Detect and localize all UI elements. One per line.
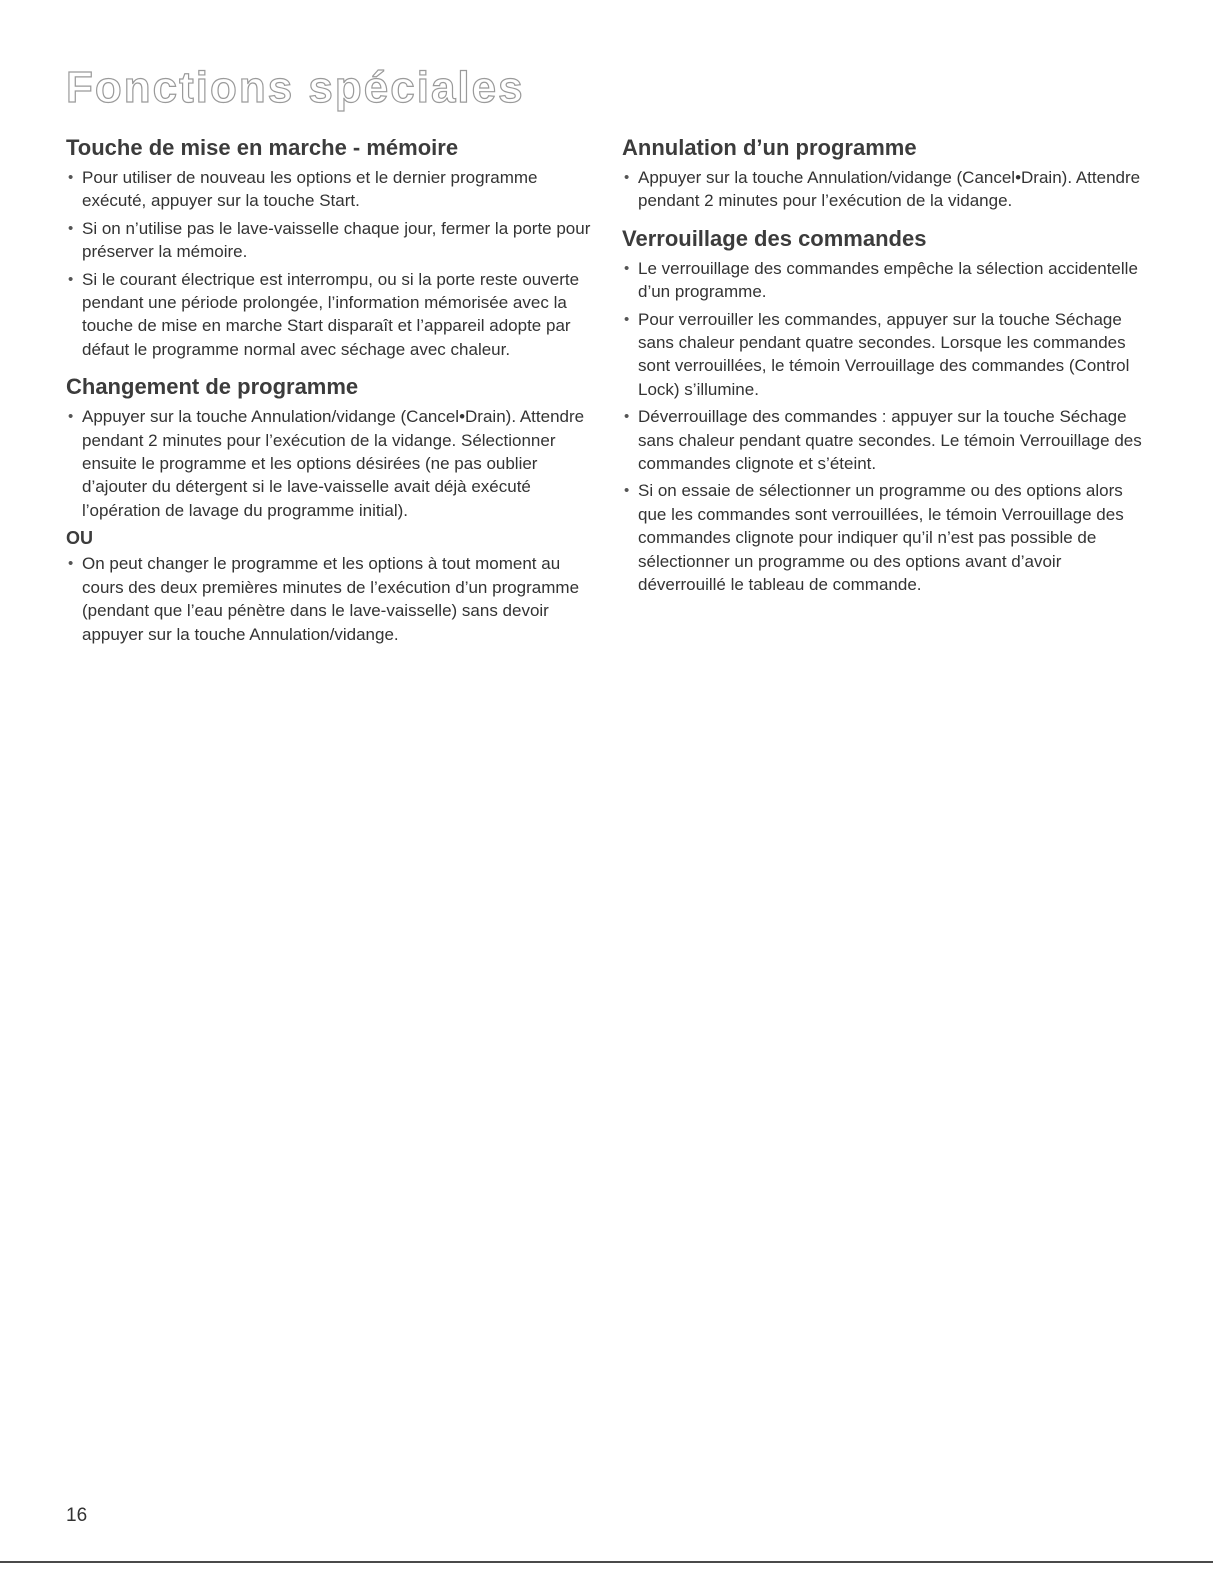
section-control-lock: [622, 225, 1152, 597]
bullet-item: • Si on n’utilise pas le lave-vaisselle chaque jour, fermer la porte pour préserver la mémoire.: [66, 217, 596, 264]
section-memory: [66, 134, 596, 361]
bullet-item: • Appuyer sur la touche Annulation/vidange (Cancel•Drain). Attendre pendant 2 minutes pour l’exécution de la vidange. Sélectionner ensuite le programme et les options désirées (ne pas oublier d’ajouter du détergent si le lave-vaisselle avait déjà exécuté l’opération de lavage du programme initial).: [66, 405, 596, 522]
bullet-item: • Le verrouillage des commandes empêche la sélection accidentelle d’un programme.: [622, 257, 1152, 304]
or-label: OU: [66, 528, 93, 549]
section-heading-control-lock: Verrouillage des commandes: [622, 225, 927, 251]
bullet-item: • Pour verrouiller les commandes, appuyer sur la touche Séchage sans chaleur pendant quatre secondes. Lorsque les commandes sont verrouillées, le témoin Verrouillage des commandes (Control Lock) s’illumine.: [622, 308, 1152, 402]
bullet-item: • On peut changer le programme et les options à tout moment au cours des deux premières minutes de l’exécution d’un programme (pendant que l’eau pénètre dans le lave-vaisselle) sans devoir appuyer sur la touche Annulation/vidange.: [66, 552, 596, 646]
section-heading-cancel-program: Annulation d’un programme: [622, 135, 917, 160]
section-change-program: [66, 373, 596, 646]
section-heading-memory: Touche de mise en marche - mémoire: [66, 135, 459, 160]
bullet-item: • Appuyer sur la touche Annulation/vidange (Cancel•Drain). Attendre pendant 2 minutes pour l’exécution de la vidange.: [622, 166, 1152, 213]
bottom-rule: [0, 1561, 1213, 1563]
section-heading-change-program: Changement de programme: [66, 374, 359, 400]
page-title: Fonctions spéciales: [66, 63, 525, 112]
page-number: 16: [66, 1505, 88, 1526]
bullet-item: • Si le courant électrique est interrompu, ou si la porte reste ouverte pendant une période prolongée, l’information mémorisée avec la touche de mise en marche Start disparaît et l’appareil adopte par défaut le programme normal avec séchage avec chaleur.: [66, 268, 596, 362]
right-column: [622, 134, 1152, 609]
section-cancel-program: [622, 134, 1152, 213]
bullet-item: • Déverrouillage des commandes : appuyer sur la touche Séchage sans chaleur pendant quatre secondes. Le témoin Verrouillage des commandes clignote et s’éteint.: [622, 405, 1152, 475]
bullet-item: • Pour utiliser de nouveau les options et le dernier programme exécuté, appuyer sur la touche Start.: [66, 166, 596, 213]
bullet-item: • Si on essaie de sélectionner un programme ou des options alors que les commandes sont verrouillées, le témoin Verrouillage des commandes clignote pour indiquer qu’il n’est pas possible de sélectionner un programme ou des options avant d’avoir déverrouillé le tableau de commande.: [622, 479, 1152, 596]
left-column: [66, 134, 596, 658]
